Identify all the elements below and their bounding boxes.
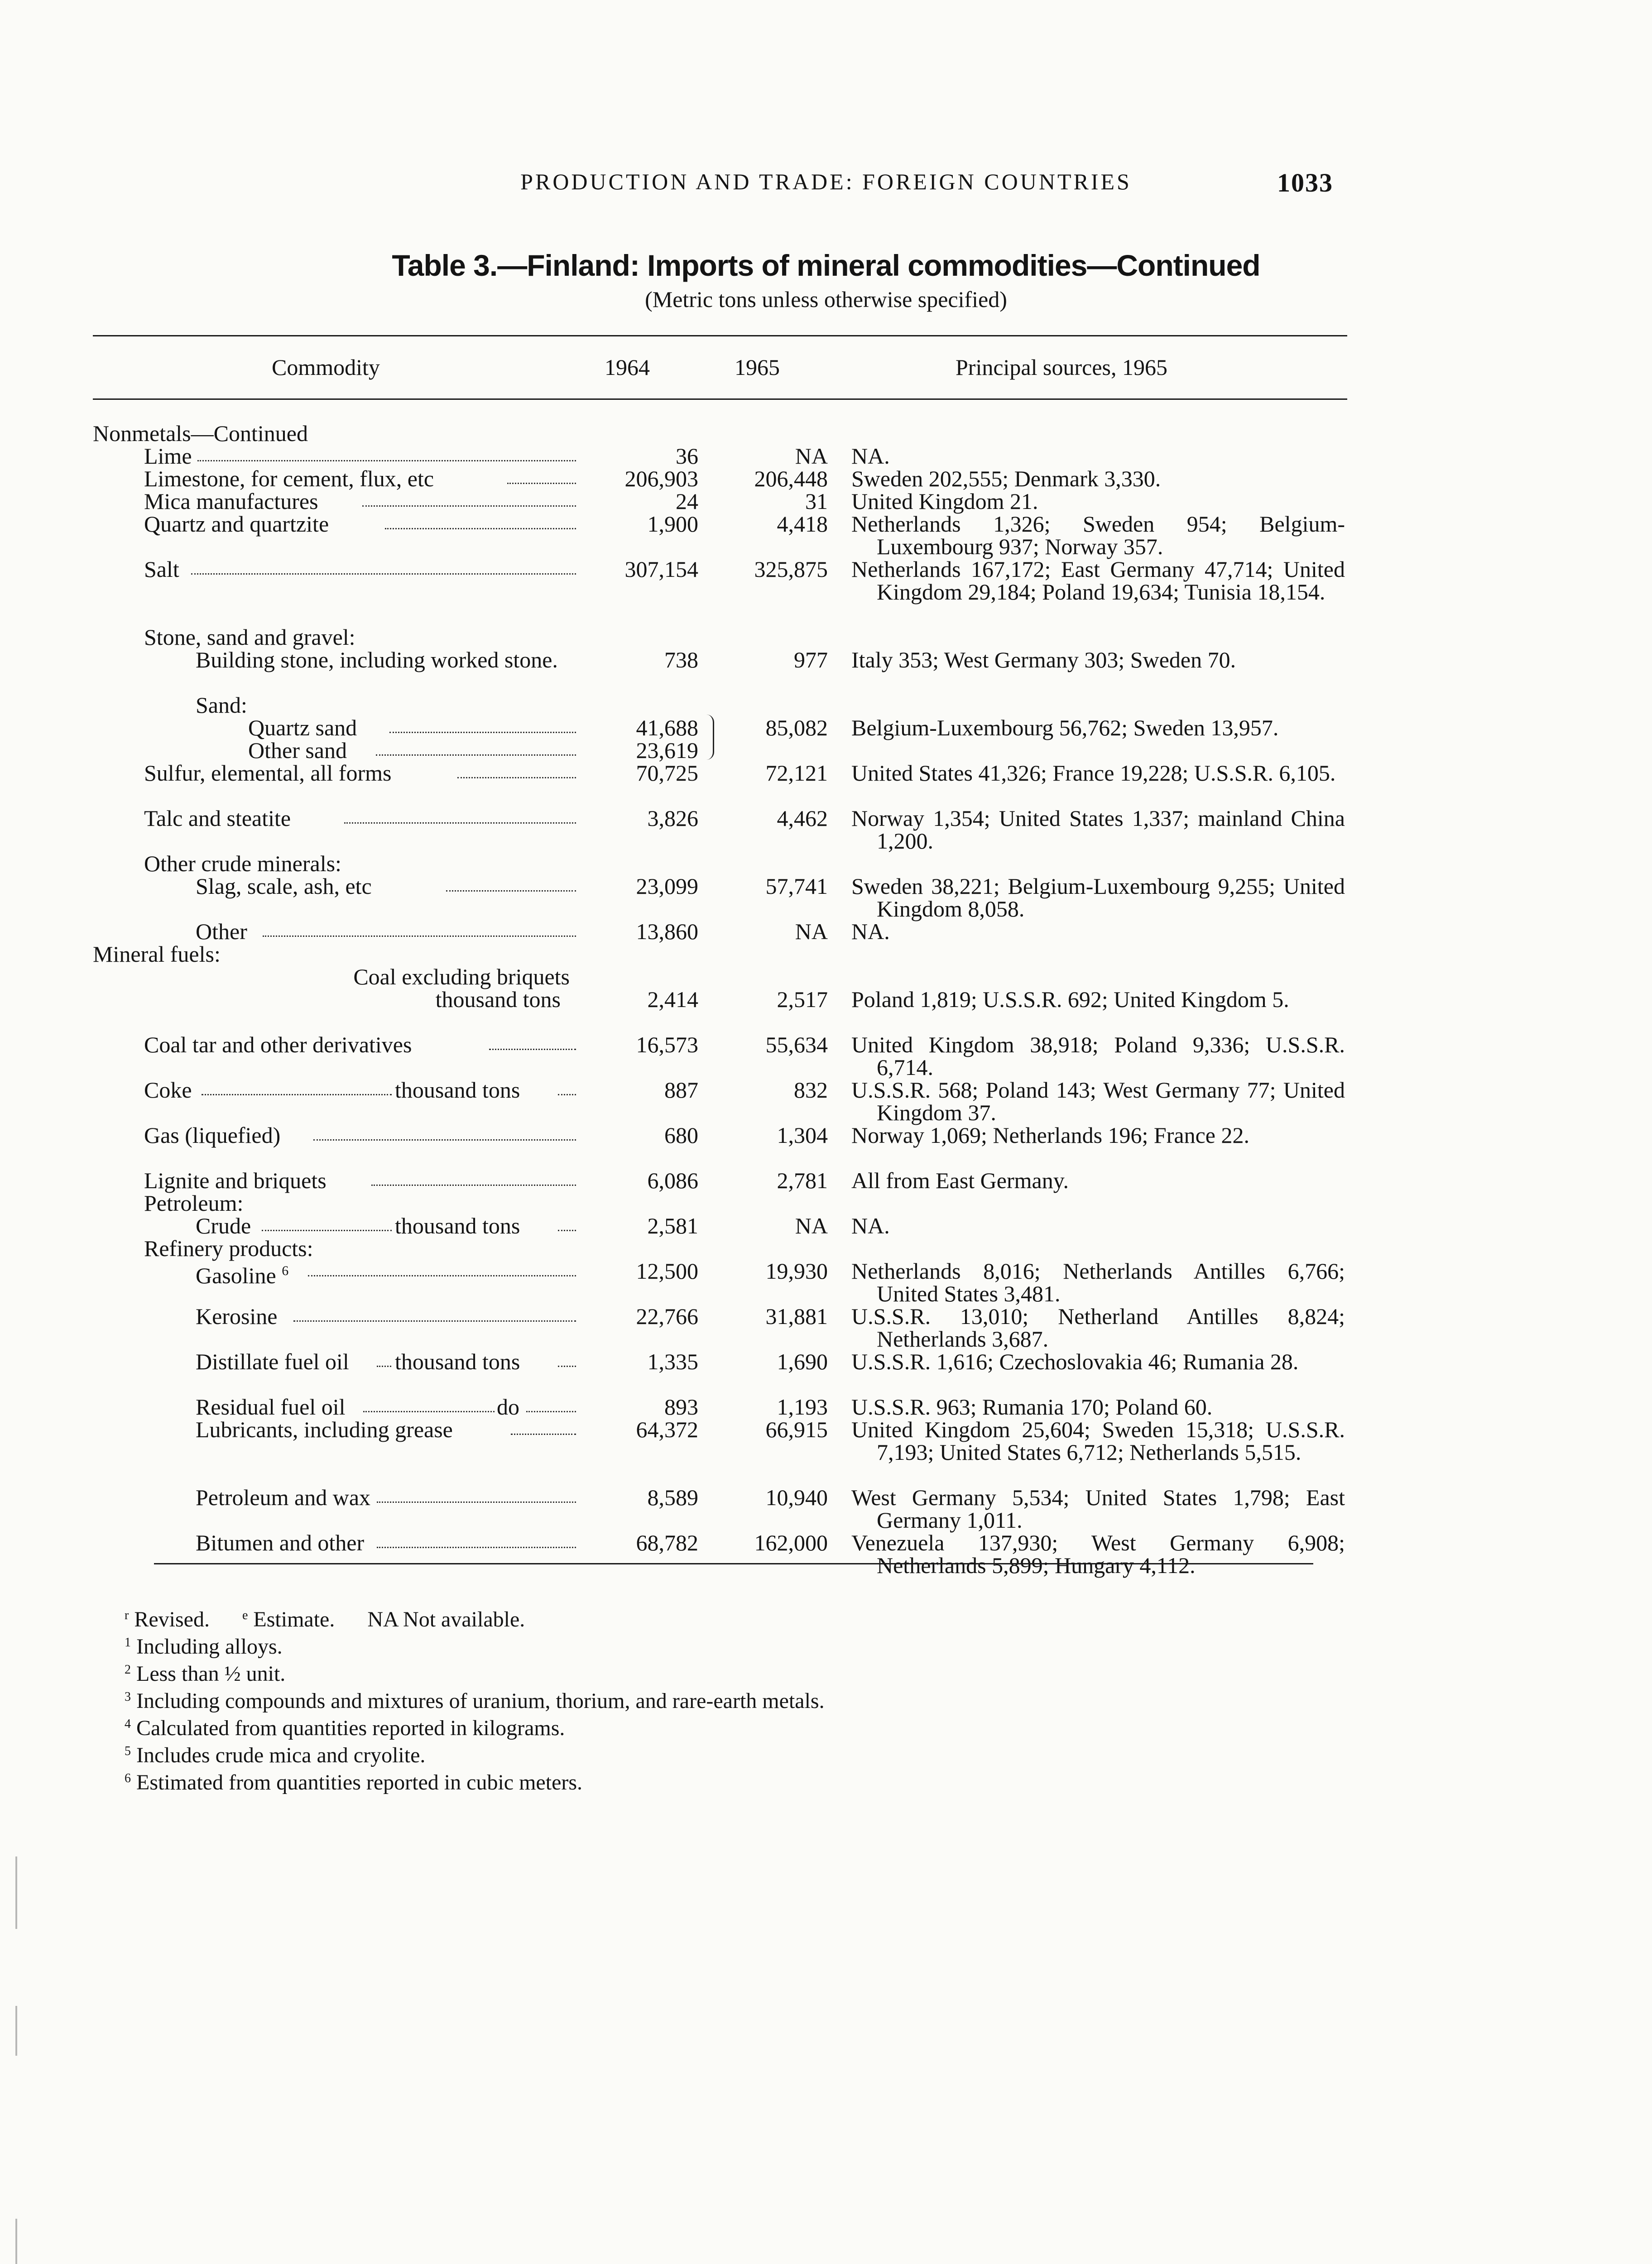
footnote: $^1$ Including alloys. <box>125 1635 283 1659</box>
section-heading: Nonmetals—Continued <box>93 421 308 446</box>
principal-sources: U.S.S.R. 568; Poland 143; West Germany 77; United Kingdom 37. <box>851 1077 1345 1125</box>
value-1964: 24 <box>676 489 698 514</box>
value-1964: 22,766 <box>636 1304 698 1329</box>
value-1964: 16,573 <box>636 1032 698 1057</box>
value-1965: 1,193 <box>777 1394 828 1420</box>
value-1965: 1,690 <box>777 1349 828 1374</box>
footnote: $^4$ Calculated from quantities reported in kilograms. <box>125 1716 565 1740</box>
value-1964: 1,900 <box>647 511 698 537</box>
section-heading: Stone, sand and gravel: <box>144 624 355 650</box>
value-1965: 2,781 <box>777 1168 828 1193</box>
commodity-label: Slag, scale, ash, etc <box>196 873 372 899</box>
leader-dots <box>191 573 576 575</box>
principal-sources: Netherlands 8,016; Netherlands Antilles 6,766; United States 3,481. <box>851 1258 1345 1306</box>
principal-sources: NA. <box>851 1213 890 1238</box>
principal-sources: Sweden 202,555; Denmark 3,330. <box>851 466 1161 491</box>
value-1965: 31 <box>805 489 828 514</box>
value-1965: 66,915 <box>765 1417 828 1442</box>
value-1965: 19,930 <box>765 1258 828 1284</box>
value-1964: 206,903 <box>624 466 698 491</box>
footnote: $^5$ Includes crude mica and cryolite. <box>125 1743 426 1767</box>
commodity-label: Distillate fuel oil <box>196 1349 349 1374</box>
leader-dots <box>313 1139 576 1141</box>
commodity-label: Lubricants, including grease <box>196 1417 453 1442</box>
table-subtitle: (Metric tons unless otherwise specified) <box>645 287 1007 312</box>
unit-label: thousand tons <box>395 1213 520 1238</box>
value-1964: 2,414 <box>647 987 698 1012</box>
value-1964: 3,826 <box>647 806 698 831</box>
commodity-label: Salt <box>144 556 179 582</box>
value-1964: 41,688 <box>636 715 698 740</box>
footnote-legend: $^r$ Revised. $^e$ Estimate. NA Not available. <box>125 1607 525 1631</box>
section-heading: Sand: <box>196 692 247 718</box>
value-1965: 1,304 <box>777 1122 828 1148</box>
commodity-label: Coke <box>144 1077 192 1103</box>
principal-sources: NA. <box>851 443 890 469</box>
leader-dots <box>371 1185 576 1186</box>
section-heading: Mineral fuels: <box>93 941 221 967</box>
principal-sources: Venezuela 137,930; West Germany 6,908; Netherlands 5,899; Hungary 4,112. <box>851 1530 1345 1578</box>
commodity-label: Kerosine <box>196 1304 278 1329</box>
value-1964: 307,154 <box>624 556 698 582</box>
value-1964: 23,619 <box>636 738 698 763</box>
value-1965: 162,000 <box>754 1530 828 1555</box>
commodity-label: Building stone, including worked stone. <box>196 647 558 672</box>
principal-sources: U.S.S.R. 963; Rumania 170; Poland 60. <box>851 1394 1213 1420</box>
leader-dots <box>389 732 576 733</box>
principal-sources: United Kingdom 21. <box>851 489 1038 514</box>
principal-sources: Poland 1,819; U.S.S.R. 692; United Kingdom 5. <box>851 987 1289 1012</box>
leader-dots <box>308 1275 576 1276</box>
leader-dots <box>202 1094 392 1095</box>
commodity-label: Talc and steatite <box>144 806 291 831</box>
leader-dots <box>377 1501 576 1503</box>
value-1964: 64,372 <box>636 1417 698 1442</box>
value-1965: 85,082 <box>765 715 828 740</box>
column-header-commodity: Commodity <box>272 355 380 380</box>
principal-sources: Belgium-Luxembourg 56,762; Sweden 13,957. <box>851 715 1279 740</box>
value-1964: 738 <box>664 647 698 672</box>
commodity-label: Lime <box>144 443 192 469</box>
footnote-ref: 6 <box>282 1263 289 1278</box>
value-1965: 57,741 <box>765 873 828 899</box>
value-1965: 4,462 <box>777 806 828 831</box>
leader-dots <box>376 754 576 756</box>
unit-label: thousand tons <box>395 1077 520 1103</box>
commodity-label: Sulfur, elemental, all forms <box>144 760 392 786</box>
leader-dots <box>446 890 576 892</box>
value-1964: 13,860 <box>636 919 698 944</box>
leader-dots <box>362 505 576 507</box>
value-1965: 72,121 <box>765 760 828 786</box>
sand-brace <box>706 715 714 760</box>
unit-label: do <box>497 1394 519 1420</box>
leader-dots <box>385 528 576 529</box>
column-header-sources: Principal sources, 1965 <box>956 355 1167 380</box>
value-1964: 680 <box>664 1122 698 1148</box>
value-1964: 12,500 <box>636 1258 698 1284</box>
commodity-label: Quartz and quartzite <box>144 511 329 537</box>
value-1965: NA <box>795 1213 828 1238</box>
value-1965: NA <box>795 443 828 469</box>
principal-sources: Norway 1,069; Netherlands 196; France 22. <box>851 1122 1249 1148</box>
value-1964: 8,589 <box>647 1485 698 1510</box>
footnote: $^3$ Including compounds and mixtures of uranium, thorium, and rare-earth metals. <box>125 1689 825 1713</box>
commodity-label: Coal excluding briquets thousand tons <box>353 965 570 1011</box>
scan-artifact <box>15 2219 17 2264</box>
value-1965: 832 <box>794 1077 828 1103</box>
principal-sources: Italy 353; West Germany 303; Sweden 70. <box>851 647 1236 672</box>
value-1964: 70,725 <box>636 760 698 786</box>
commodity-label: Crude <box>196 1213 251 1238</box>
commodity-label: Petroleum and wax <box>196 1485 371 1510</box>
principal-sources: All from East Germany. <box>851 1168 1069 1193</box>
commodity-label: Limestone, for cement, flux, etc <box>144 466 434 491</box>
value-1965: 31,881 <box>765 1304 828 1329</box>
value-1964: 6,086 <box>647 1168 698 1193</box>
table-bottom-rule <box>154 1563 1313 1564</box>
leader-dots <box>457 777 576 778</box>
principal-sources: United Kingdom 25,604; Sweden 15,318; U.S.S.R. 7,193; United States 6,712; Netherlands 5,515. <box>851 1417 1345 1465</box>
value-1965: 206,448 <box>754 466 828 491</box>
leader-dots <box>262 1230 392 1231</box>
leader-dots <box>197 460 576 461</box>
principal-sources: United Kingdom 38,918; Poland 9,336; U.S.S.R. 6,714. <box>851 1032 1345 1080</box>
commodity-label: Mica manufactures <box>144 489 318 514</box>
principal-sources: Norway 1,354; United States 1,337; mainland China 1,200. <box>851 806 1345 854</box>
value-1964: 23,099 <box>636 873 698 899</box>
value-1965: 2,517 <box>777 987 828 1012</box>
principal-sources: Sweden 38,221; Belgium-Luxembourg 9,255; United Kingdom 8,058. <box>851 873 1345 921</box>
principal-sources: Netherlands 167,172; East Germany 47,714; United Kingdom 29,184; Poland 19,634; Tunisia 18,154. <box>851 556 1345 604</box>
running-head: PRODUCTION AND TRADE: FOREIGN COUNTRIES <box>520 169 1132 194</box>
principal-sources: Netherlands 1,326; Sweden 954; Belgium-Luxembourg 937; Norway 357. <box>851 511 1345 559</box>
page-number: 1033 <box>1277 168 1333 197</box>
commodity-label: Residual fuel oil <box>196 1394 346 1420</box>
commodity-label: Bitumen and other <box>196 1530 365 1555</box>
commodity-label: Other <box>196 919 247 944</box>
value-1964: 887 <box>664 1077 698 1103</box>
scan-artifact <box>15 2006 17 2056</box>
commodity-label: Lignite and briquets <box>144 1168 327 1193</box>
column-header-1965: 1965 <box>735 355 780 380</box>
principal-sources: United States 41,326; France 19,228; U.S.S.R. 6,105. <box>851 760 1336 786</box>
commodity-label: Quartz sand <box>248 715 357 740</box>
commodity-label: Gasoline $^6$ <box>196 1263 289 1288</box>
leader-dots <box>377 1547 576 1548</box>
value-1964: 36 <box>676 443 698 469</box>
section-heading: Refinery products: <box>144 1236 313 1261</box>
principal-sources: U.S.S.R. 1,616; Czechoslovakia 46; Rumania 28. <box>851 1349 1299 1374</box>
leader-dots <box>363 1411 495 1412</box>
value-1965: 977 <box>794 647 828 672</box>
value-1965: 325,875 <box>754 556 828 582</box>
section-heading: Petroleum: <box>144 1190 244 1216</box>
commodity-label: Gas (liquefied) <box>144 1122 281 1148</box>
principal-sources: U.S.S.R. 13,010; Netherland Antilles 8,824; Netherlands 3,687. <box>851 1304 1345 1352</box>
unit-label: thousand tons <box>395 1349 520 1374</box>
leader-dots <box>377 1366 391 1367</box>
footnote: $^6$ Estimated from quantities reported in cubic meters. <box>125 1770 583 1794</box>
commodity-label: Coal tar and other derivatives <box>144 1032 412 1057</box>
value-1965: 10,940 <box>765 1485 828 1510</box>
footnote: $^2$ Less than ½ unit. <box>125 1662 286 1686</box>
footnotes <box>125 1604 825 1794</box>
principal-sources: West Germany 5,534; United States 1,798; East Germany 1,011. <box>851 1485 1345 1533</box>
section-heading: Other crude minerals: <box>144 851 341 876</box>
value-1964: 1,335 <box>647 1349 698 1374</box>
value-1964: 2,581 <box>647 1213 698 1238</box>
value-1965: NA <box>795 919 828 944</box>
column-header-1964: 1964 <box>605 355 650 380</box>
table-title: Table 3.—Finland: Imports of mineral commodities—Continued <box>392 249 1260 282</box>
value-1965: 4,418 <box>777 511 828 537</box>
leader-dots <box>293 1320 576 1322</box>
scan-artifact <box>15 1856 17 1929</box>
leader-dots <box>344 822 576 824</box>
principal-sources: NA. <box>851 919 890 944</box>
value-1965: 55,634 <box>765 1032 828 1057</box>
value-1964: 68,782 <box>636 1530 698 1555</box>
commodity-label: Other sand <box>248 738 347 763</box>
leader-dots <box>263 935 576 937</box>
value-1964: 893 <box>664 1394 698 1420</box>
